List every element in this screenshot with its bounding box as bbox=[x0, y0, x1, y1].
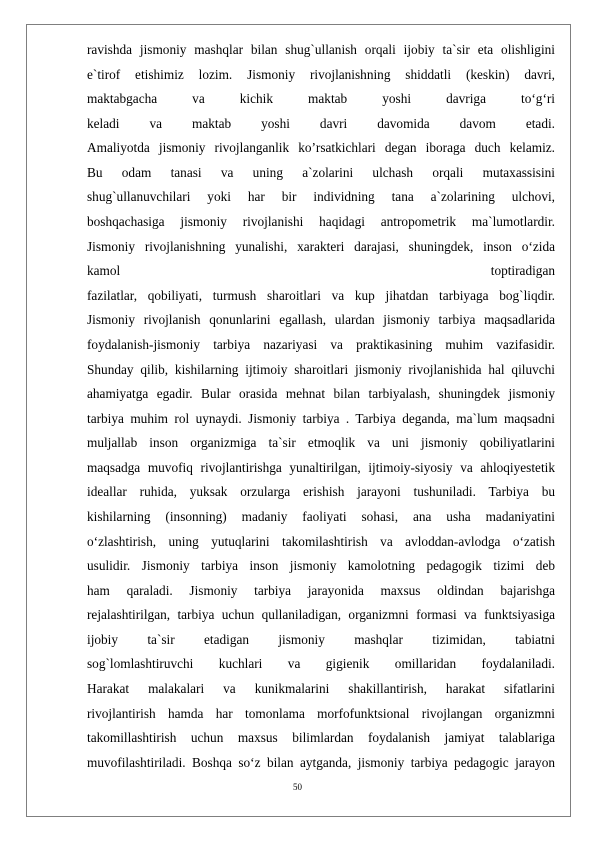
text-line: maktabgacha va kichik maktab yoshi davriga to‘g‘ri bbox=[87, 91, 555, 107]
text-line: kamol toptiradigan bbox=[87, 263, 555, 279]
text-line: ham qaraladi. Jismoniy tarbiya jarayonida maxsus oldindan bajarishga bbox=[87, 582, 555, 598]
text-line: takomillashtirish uchun maxsus bilimlardan foydalanish jamiyat talablariga bbox=[87, 730, 555, 746]
text-line: foydalanish-jismoniy tarbiya nazariyasi va praktikasining muhim vazifasidir. bbox=[87, 336, 555, 352]
text-line: sog`lomlashtiruvchi kuchlari va gigienik omillaridan foydalaniladi. bbox=[87, 656, 555, 672]
text-line: muljallab inson organizmiga ta`sir etmoqlik va uni jismoniy qobiliyatlarini bbox=[87, 435, 555, 451]
text-line: ahamiyatga egadir. Bular orasida mehnat bilan tarbiyalash, shuningdek jismoniy bbox=[87, 386, 555, 402]
text-line: ravishda jismoniy mashqlar bilan shug`ullanish orqali ijobiy ta`sir eta olishligini bbox=[87, 42, 555, 57]
text-line: e`tirof etishimiz lozim. Jismoniy rivojlanishning shiddatli (keskin) davri, bbox=[87, 66, 555, 82]
text-line: Harakat malakalari va kunikmalarini shakillantirish, harakat sifatlarini bbox=[87, 681, 555, 697]
text-line: Jismoniy rivojlanish qonunlarini egallash, ulardan jismoniy tarbiya maqsadlarida bbox=[87, 312, 555, 328]
text-line: Shunday qilib, kishilarning ijtimoiy sharoitlari jismoniy rivojlanishida hal qiluvchi bbox=[87, 361, 555, 377]
text-line: muvofilashtiriladi. Boshqa so‘z bilan aytganda, jismoniy tarbiya pedagogic jarayon bbox=[87, 754, 555, 770]
text-line: shug`ullanuvchilari yoki har bir individning tana a`zolarining ulchovi, bbox=[87, 189, 555, 205]
text-line: usulidir. Jismoniy tarbiya inson jismoniy kamolotning pedagogik tizimi deb bbox=[87, 558, 555, 574]
text-line: o‘zlashtirish, uning yutuqlarini takomilashtirish va avloddan-avlodga o‘zatish bbox=[87, 533, 555, 549]
text-line: kishilarning (insonning) madaniy faoliyati sohasi, ana usha madaniyatini bbox=[87, 508, 555, 524]
text-line: ideallar ruhida, yuksak orzularga erishish jarayoni tushuniladi. Tarbiya bu bbox=[87, 484, 555, 500]
text-line: Amaliyotda jismoniy rivojlanganlik ko’rsatkichlari degan iboraga duch kelamiz. bbox=[87, 140, 555, 156]
page-number: 50 bbox=[293, 782, 302, 792]
text-line: tarbiya muhim rol uynaydi. Jismoniy tarbiya . Tarbiya deganda, ma`lum maqsadni bbox=[87, 410, 555, 426]
text-line: boshqachasiga jismoniy rivojlanishi haqidagi antropometrik ma`lumotlardir. bbox=[87, 214, 555, 230]
text-line: ijobiy ta`sir etadigan jismoniy mashqlar tizimidan, tabiatni bbox=[87, 631, 555, 647]
text-line: rejalashtirilgan, tarbiya uchun qullaniladigan, organizmni formasi va funktsiyasiga bbox=[87, 607, 555, 623]
body-text bbox=[87, 38, 555, 775]
text-line: Jismoniy rivojlanishning yunalishi, xarakteri darajasi, shuningdek, inson o‘zida bbox=[87, 238, 555, 254]
text-line: maqsadga muvofiq rivojlantirishga yunaltirilgan, ijtimoiy-siyosiy va ahloqiyestetik bbox=[87, 459, 555, 475]
text-line: keladi va maktab yoshi davri davomida davom etadi. bbox=[87, 115, 555, 131]
text-line: rivojlantirish hamda har tomonlama morfofunktsional rivojlangan organizmni bbox=[87, 705, 555, 721]
text-line: Bu odam tanasi va uning a`zolarini ulchash orqali mutaxassisini bbox=[87, 164, 555, 180]
text-line: fazilatlar, qobiliyati, turmush sharoitlari va kup jihatdan tarbiyaga bog`liqdir. bbox=[87, 287, 555, 303]
